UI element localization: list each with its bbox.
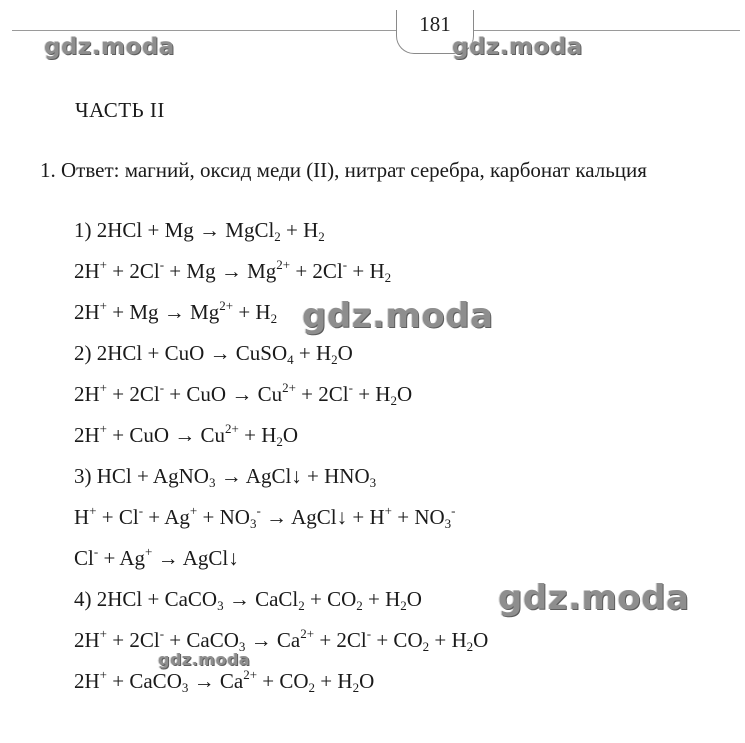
watermark: gdz.moda (302, 296, 494, 336)
equation-line: $2H^+ + 2Cl^- + Mg \to Mg^{2+} + 2Cl^- + H_2$ (74, 257, 392, 285)
watermark: gdz.moda (158, 650, 251, 669)
section-title: ЧАСТЬ II (75, 98, 165, 122)
equation-line: Cl- + Ag+ → AgCl↓ (74, 544, 239, 570)
equation-line: $H^+ + Cl^- + Ag^+ + NO_3^-$ → AgCl↓ + $H^+ + NO_3^-$ (74, 503, 456, 531)
equation-line: 1) 2HCl + Mg → MgCl$_2$ + $H_2$ (74, 218, 325, 244)
equation-line: 2) 2HCl + CuO → CuSO$_4$ + $H_2O$ (74, 341, 353, 367)
header-rule (12, 30, 740, 31)
watermark: gdz.moda (452, 34, 583, 60)
equation-line: 2H+ + CuO → $Cu^{2+} + H_2O$ (74, 421, 299, 449)
watermark: gdz.moda (44, 34, 175, 60)
equation-line: 3) HCl + AgNO$_3$ → AgCl↓ + $HNO_3$ (74, 464, 377, 490)
equation-line: 2H+ + 2Cl- + CaCO$_3$ → $Ca^{2+} + 2Cl^- + CO_2 + H_2O$ (74, 626, 489, 654)
equation-line: 2H+ + 2Cl- + CuO → $Cu^{2+} + 2Cl^- + H_2O$ (74, 380, 413, 408)
equation-line: 4) 2HCl + CaCO$_3$ → CaCl$_2$ + $CO_2 + H_2O$ (74, 587, 422, 613)
watermark: gdz.moda (498, 578, 690, 618)
page-number: 181 (419, 12, 451, 36)
answer-text: 1. Ответ: магний, оксид меди (II), нитрат серебра, карбонат кальция (40, 158, 647, 182)
equation-line: $2H^+ + Mg \to Mg^{2+} + H_2$ (74, 298, 278, 326)
equation-line: 2H+ + CaCO$_3$ → $Ca^{2+} + CO_2 + H_2O$ (74, 667, 375, 695)
